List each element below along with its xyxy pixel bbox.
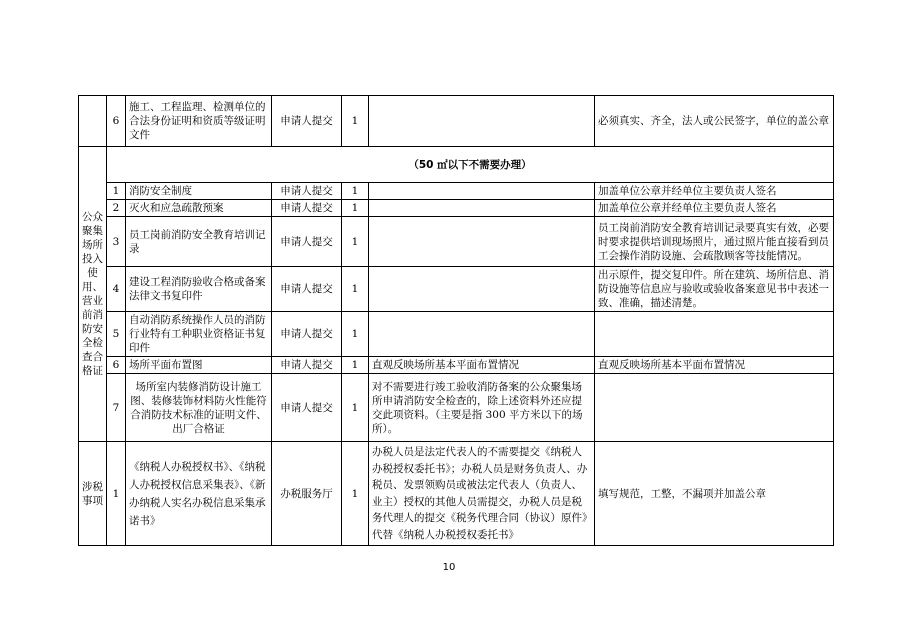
row-number: 7 [107,374,126,442]
material-name: 消防安全制度 [126,183,272,200]
table-row [79,183,834,200]
submit-method: 申请人提交 [272,96,342,147]
submit-method: 申请人提交 [272,267,342,312]
material-name: 员工岗前消防安全教育培训记录 [126,217,272,267]
note [369,96,595,147]
row-number: 2 [107,200,126,217]
table-row [79,312,834,357]
note [369,267,595,312]
copies: 1 [342,96,369,147]
requirement: 必须真实、齐全，法人或公民签字，单位的盖公章 [595,96,834,147]
table-row [79,96,834,147]
requirement: 直观反映场所基本平面布置情况 [595,357,834,374]
table-row [79,267,834,312]
table-row [79,217,834,267]
note: 对不需要进行竣工验收消防备案的公众聚集场所申请消防安全检查的，除上述资料外还应提交此项资料。（主要是指 300 平方米以下的场所）。 [369,374,595,442]
submit-method: 办税服务厅 [272,442,342,546]
requirement: 加盖单位公章并经单位主要负责人签名 [595,200,834,217]
submit-method: 申请人提交 [272,200,342,217]
note [369,312,595,357]
note [369,183,595,200]
copies: 1 [342,357,369,374]
category-cell-empty [79,96,107,147]
materials-table [78,95,834,546]
requirement [595,312,834,357]
requirement: 出示原件，提交复印件。所在建筑、场所信息、消防设施等信息应与验收或验收备案意见书中表述一致、准确，描述清楚。 [595,267,834,312]
copies: 1 [342,183,369,200]
submit-method: 申请人提交 [272,357,342,374]
material-name: 灭火和应急疏散预案 [126,200,272,217]
section-header-row [79,147,834,183]
category-fire-safety: 公众聚集场所投入使用、营业前消防安全检查合格证 [79,147,107,442]
copies: 1 [342,200,369,217]
requirement: 加盖单位公章并经单位主要负责人签名 [595,183,834,200]
material-name: 场所室内装修消防设计施工图、装修装饰材料防火性能符合消防技术标准的证明文件、出厂合格证 [126,374,272,442]
table-row [79,374,834,442]
row-number: 3 [107,217,126,267]
material-name: 自动消防系统操作人员的消防行业特有工种职业资格证书复印件 [126,312,272,357]
copies: 1 [342,267,369,312]
material-name: 《纳税人办税授权书》、《纳税人办税授权信息采集表》、《新办纳税人实名办税信息采集承诺书》 [126,442,272,546]
requirement: 填写规范，工整，不漏项并加盖公章 [595,442,834,546]
row-number: 1 [107,183,126,200]
table-row [79,357,834,374]
submit-method: 申请人提交 [272,374,342,442]
section-subtitle: （50 ㎡以下不需要办理） [107,147,834,183]
row-number: 6 [107,357,126,374]
note [369,217,595,267]
row-number: 1 [107,442,126,546]
submit-method: 申请人提交 [272,312,342,357]
requirement [595,374,834,442]
table-row [79,200,834,217]
copies: 1 [342,374,369,442]
material-name: 建设工程消防验收合格或备案法律文书复印件 [126,267,272,312]
copies: 1 [342,217,369,267]
row-number: 4 [107,267,126,312]
copies: 1 [342,312,369,357]
material-name: 场所平面布置图 [126,357,272,374]
material-name: 施工、工程监理、检测单位的合法身份证明和资质等级证明文件 [126,96,272,147]
row-number: 6 [107,96,126,147]
submit-method: 申请人提交 [272,217,342,267]
category-tax: 涉税事项 [79,442,107,546]
row-number: 5 [107,312,126,357]
table-row [79,442,834,546]
submit-method: 申请人提交 [272,183,342,200]
note: 办税人员是法定代表人的不需要提交《纳税人办税授权委托书》；办税人员是财务负责人、办税员、发票领购员或被法定代表人（负责人、业主）授权的其他人员需提交，办税人员是税务代理人的提交《税务代理合同（协议）原件》代替《纳税人办税授权委托书》 [369,442,595,546]
requirement: 员工岗前消防安全教育培训记录要真实有效，必要时要求提供培训现场照片，通过照片能直接看到员工会操作消防设施、会疏散顾客等技能情况。 [595,217,834,267]
copies: 1 [342,442,369,546]
note: 直观反映场所基本平面布置情况 [369,357,595,374]
note [369,200,595,217]
page-number: 10 [442,562,456,573]
